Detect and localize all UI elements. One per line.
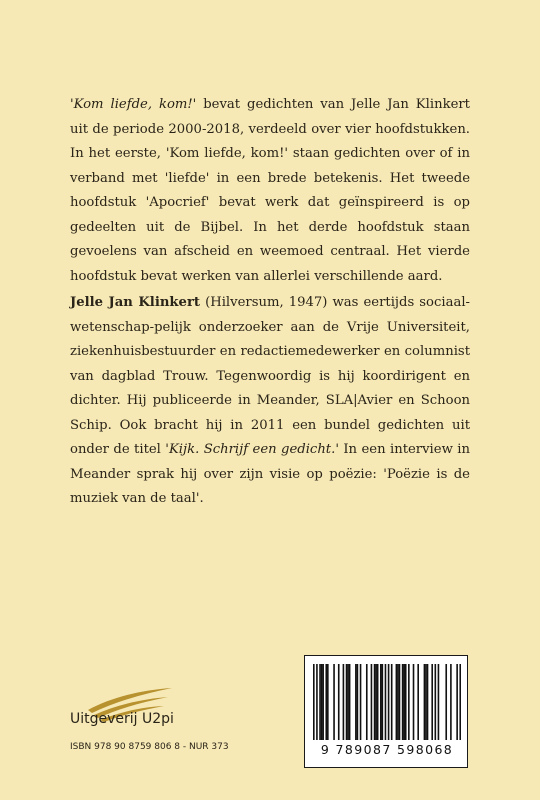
barcode-bar [388,664,390,740]
publisher-name: Uitgeverij U2pi [70,711,174,727]
barcode-bar [408,664,410,740]
barcode-bar [355,664,357,740]
barcode-bar [438,664,440,740]
barcode-bar [382,664,384,740]
barcode-bar [322,664,324,740]
author-bio-paragraph [70,291,470,512]
barcode-bar [427,664,429,740]
barcode-bar [396,664,398,740]
barcode [304,655,468,768]
barcode-bar [399,664,401,740]
bio-text-part2: ' In een interview in Meander sprak hij over zijn visie op poëzie: 'Poëzie is de muziek van de taal'. [70,442,470,506]
barcode-bar [316,664,318,740]
barcode-bar [366,664,368,740]
barcode-bar [405,664,407,740]
barcode-bar [349,664,351,740]
barcode-bar [374,664,376,740]
barcode-bar [333,664,335,740]
blurb-paragraph [70,93,470,289]
barcode-bar [385,664,387,740]
barcode-bar [377,664,379,740]
barcode-bar [321,664,323,740]
barcode-bar [338,664,340,740]
barcode-bar [456,664,458,740]
barcode-bar [371,664,373,740]
barcode-bar [357,664,359,740]
barcode-bar [360,664,362,740]
barcode-bar [417,664,419,740]
barcode-bar [450,664,452,740]
barcode-bar [397,664,399,740]
barcode-bar [402,664,404,740]
barcode-bar [459,664,461,740]
barcode-bar [435,664,437,740]
book-title-lead: 'Kom liefde, kom!' [70,97,197,112]
bio-text-part1: (Hilversum, 1947) was eertijds sociaal-wetenschap-pelijk onderzoeker aan de Vrije Universiteit, ziekenhuisbestuurder en redactiemedewerker en columnist van dagblad Trouw. Tegenwoordig is hij koordirigent en dichter. Hij publiceerde in Meander, SLA|Avier en Schoon Schip. Ook bracht hij in 2011 een bundel gedichten uit onder de titel ' [70,295,471,457]
barcode-bar [431,664,433,740]
barcode-bar [391,664,393,740]
previous-book-title: Kijk. Schrijf een gedicht. [168,442,336,457]
barcode-bar [313,664,315,740]
barcode-bar [413,664,415,740]
isbn-nur-line: ISBN 978 90 8759 806 8 - NUR 373 [70,742,229,752]
barcode-bar [343,664,345,740]
barcode-bar [325,664,327,740]
barcode-bar [403,664,405,740]
author-name: Jelle Jan Klinkert [70,295,200,310]
barcode-bar [445,664,447,740]
barcode-bar [327,664,329,740]
barcode-digits: 9 789087 598068 [320,742,454,757]
barcode-bar [424,664,426,740]
barcode-bar [380,664,382,740]
barcode-bar [319,664,321,740]
blurb-text: bevat gedichten van Jelle Jan Klinkert uit de periode 2000-2018, verdeeld over vier hoofdstukken. In het eerste, 'Kom liefde, kom!' staan gedichten over of in verband met 'liefde' in een brede betekenis. Het tweede hoofdstuk 'Apocrief' bevat werk dat geïnspireerd is op gedeelten uit de Bijbel. In het derde hoofdstuk staan gevoelens van afscheid en weemoed centraal. Het vierde hoofdstuk bevat werken van allerlei verschillende aard. [70,97,470,284]
barcode-bar [347,664,349,740]
barcode-bars [313,664,461,740]
barcode-bar [346,664,348,740]
barcode-bar [425,664,427,740]
barcode-bar [375,664,377,740]
